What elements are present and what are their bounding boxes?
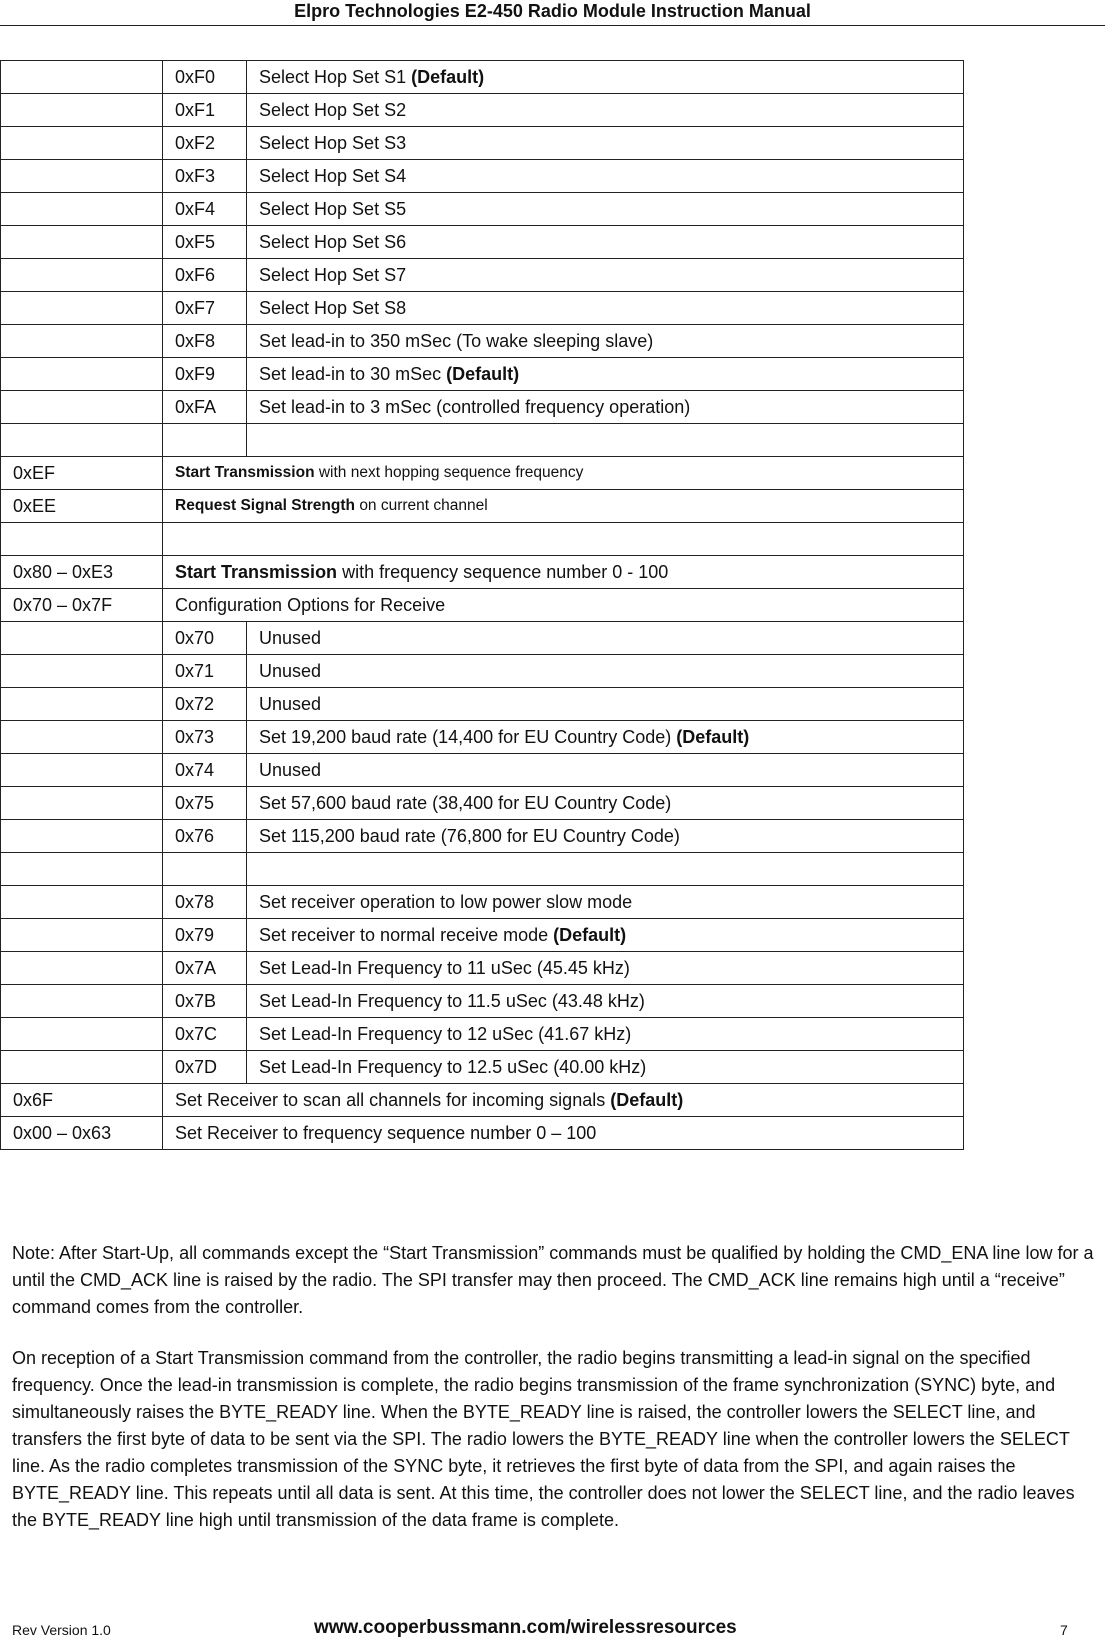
description-text: Set receiver operation to low power slow mode bbox=[259, 891, 633, 912]
code-text: 0x73 bbox=[175, 726, 215, 747]
description-text: Select Hop Set S1 bbox=[259, 66, 407, 87]
code-cell bbox=[163, 391, 247, 424]
code-cell bbox=[163, 820, 247, 853]
description-cell bbox=[247, 1051, 964, 1084]
range-cell bbox=[1, 94, 163, 127]
table-row bbox=[1, 589, 964, 622]
command-name: Request Signal Strength bbox=[175, 497, 355, 514]
description-text: Unused bbox=[259, 693, 322, 714]
code-text: 0x7D bbox=[175, 1056, 218, 1077]
range-cell bbox=[1, 787, 163, 820]
command-name: Start Transmission bbox=[175, 561, 338, 582]
code-cell bbox=[163, 985, 247, 1018]
empty-cell bbox=[163, 853, 247, 886]
code-text: 0xF3 bbox=[175, 165, 216, 186]
range-cell bbox=[1, 820, 163, 853]
range-cell bbox=[1, 556, 163, 589]
code-cell bbox=[163, 325, 247, 358]
code-cell bbox=[163, 259, 247, 292]
code-cell bbox=[163, 721, 247, 754]
range-cell bbox=[1, 688, 163, 721]
empty-cell bbox=[247, 424, 964, 457]
description-text: Unused bbox=[259, 660, 322, 681]
code-cell bbox=[163, 94, 247, 127]
description-text: Set lead-in to 3 mSec (controlled frequency operation) bbox=[259, 396, 691, 417]
table-row bbox=[1, 292, 964, 325]
description-cell bbox=[247, 61, 964, 94]
description-cell bbox=[163, 556, 964, 589]
table-row bbox=[1, 853, 964, 886]
code-text: 0xF4 bbox=[175, 198, 216, 219]
description-text: Set Receiver to scan all channels for incoming signals bbox=[175, 1089, 606, 1110]
table-row bbox=[1, 61, 964, 94]
table-row bbox=[1, 523, 964, 556]
table-row bbox=[1, 325, 964, 358]
code-cell bbox=[163, 358, 247, 391]
description-text: Select Hop Set S2 bbox=[259, 99, 407, 120]
table-row bbox=[1, 358, 964, 391]
range-cell bbox=[1, 259, 163, 292]
default-marker: (Default) bbox=[676, 726, 750, 747]
description-cell bbox=[247, 325, 964, 358]
description-cell bbox=[247, 259, 964, 292]
range-cell bbox=[1, 391, 163, 424]
code-text: 0x76 bbox=[175, 825, 215, 846]
code-cell bbox=[163, 952, 247, 985]
description-cell bbox=[247, 358, 964, 391]
range-cell bbox=[1, 919, 163, 952]
table-row bbox=[1, 787, 964, 820]
code-text: 0x79 bbox=[175, 924, 215, 945]
description-cell bbox=[247, 688, 964, 721]
table-row bbox=[1, 622, 964, 655]
description-text: Set 115,200 baud rate (76,800 for EU Country Code) bbox=[259, 825, 680, 846]
description-cell bbox=[247, 787, 964, 820]
notes-section bbox=[12, 1240, 1102, 1534]
code-text: 0x70 bbox=[175, 627, 215, 648]
description-text: with next hopping sequence frequency bbox=[318, 464, 584, 481]
code-cell bbox=[163, 127, 247, 160]
description-text: Unused bbox=[259, 627, 322, 648]
range-cell bbox=[1, 457, 163, 490]
range-cell bbox=[1, 127, 163, 160]
code-text: 0x71 bbox=[175, 660, 215, 681]
page-header-title: Elpro Technologies E2-450 Radio Module Instruction Manual bbox=[294, 1, 811, 21]
range-cell bbox=[1, 886, 163, 919]
description-cell bbox=[163, 457, 964, 490]
header-rule bbox=[0, 25, 1105, 26]
code-text: 0x7B bbox=[175, 990, 217, 1011]
code-text: 0x74 bbox=[175, 759, 215, 780]
table-row bbox=[1, 556, 964, 589]
code-text: 0xF2 bbox=[175, 132, 216, 153]
table-row bbox=[1, 490, 964, 523]
description-text: Set Lead-In Frequency to 12 uSec (41.67 kHz) bbox=[259, 1023, 632, 1044]
description-cell bbox=[163, 490, 964, 523]
table-row bbox=[1, 424, 964, 457]
code-text: 0x78 bbox=[175, 891, 215, 912]
footer-url: www.cooperbussmann.com/wirelessresources bbox=[314, 1617, 737, 1638]
description-text: Set lead-in to 30 mSec bbox=[259, 363, 442, 384]
description-text: Select Hop Set S7 bbox=[259, 264, 407, 285]
code-cell bbox=[163, 61, 247, 94]
code-cell bbox=[163, 226, 247, 259]
description-text: Configuration Options for Receive bbox=[175, 594, 446, 615]
code-text: 0xF8 bbox=[175, 330, 216, 351]
range-cell bbox=[1, 160, 163, 193]
code-text: 0xF9 bbox=[175, 363, 216, 384]
code-text: 0xF5 bbox=[175, 231, 216, 252]
description-text: Unused bbox=[259, 759, 322, 780]
description-text: on current channel bbox=[359, 497, 488, 514]
code-text: 0xF0 bbox=[175, 66, 216, 87]
code-text: 0x7C bbox=[175, 1023, 218, 1044]
description-cell bbox=[163, 1117, 964, 1150]
range-cell bbox=[1, 325, 163, 358]
description-text: Select Hop Set S8 bbox=[259, 297, 407, 318]
description-paragraph: On reception of a Start Transmission command from the controller, the radio begins transmitting a lead-in signal on the specified frequency. Once the lead-in transmission is complete, the radio begins transmission of the frame synchronization (SYNC) byte, and simultaneously raises the BYTE_READY line. When the BYTE_READY line is raised, the controller lowers the SELECT line, and transfers the first byte of data to be sent via the SPI. The radio lowers the BYTE_READY line when the controller lowers the SELECT line. As the radio completes transmission of the SYNC byte, it retrieves the first byte of data from the SPI, and again raises the BYTE_READY line. This repeats until all data is sent. At this time, the controller does not lower the SELECT line, and the radio leaves the BYTE_READY line high until transmission of the data frame is complete. bbox=[12, 1348, 1075, 1530]
empty-cell bbox=[1, 853, 163, 886]
code-text: 0x70 – 0x7F bbox=[13, 594, 113, 615]
range-cell bbox=[1, 292, 163, 325]
code-text: 0xFA bbox=[175, 396, 217, 417]
description-cell bbox=[247, 391, 964, 424]
table-row bbox=[1, 721, 964, 754]
description-text: with frequency sequence number 0 - 100 bbox=[342, 561, 669, 582]
empty-cell bbox=[163, 424, 247, 457]
code-cell bbox=[163, 655, 247, 688]
table-row bbox=[1, 886, 964, 919]
table-row bbox=[1, 1018, 964, 1051]
range-cell bbox=[1, 721, 163, 754]
range-cell bbox=[1, 1084, 163, 1117]
code-text: 0x00 – 0x63 bbox=[13, 1122, 112, 1143]
table-row bbox=[1, 820, 964, 853]
empty-cell bbox=[1, 523, 163, 556]
code-text: 0xF6 bbox=[175, 264, 216, 285]
empty-cell bbox=[247, 853, 964, 886]
table-row bbox=[1, 259, 964, 292]
description-cell bbox=[247, 226, 964, 259]
code-text: 0xF1 bbox=[175, 99, 216, 120]
description-cell bbox=[247, 622, 964, 655]
range-cell bbox=[1, 1018, 163, 1051]
description-text: Set Lead-In Frequency to 11.5 uSec (43.48 kHz) bbox=[259, 990, 645, 1011]
range-cell bbox=[1, 358, 163, 391]
description-text: Set Receiver to frequency sequence number 0 – 100 bbox=[175, 1122, 597, 1143]
default-marker: (Default) bbox=[446, 363, 520, 384]
range-cell bbox=[1, 589, 163, 622]
range-cell bbox=[1, 490, 163, 523]
code-text: 0x72 bbox=[175, 693, 215, 714]
table-row bbox=[1, 127, 964, 160]
description-text: Select Hop Set S4 bbox=[259, 165, 407, 186]
description-cell bbox=[247, 886, 964, 919]
code-text: 0x80 – 0xE3 bbox=[13, 561, 114, 582]
table-row bbox=[1, 688, 964, 721]
description-cell bbox=[247, 952, 964, 985]
code-cell bbox=[163, 688, 247, 721]
code-cell bbox=[163, 754, 247, 787]
description-cell bbox=[247, 754, 964, 787]
range-cell bbox=[1, 1117, 163, 1150]
description-text: Select Hop Set S5 bbox=[259, 198, 407, 219]
code-text: 0x6F bbox=[13, 1089, 54, 1110]
description-text: Select Hop Set S3 bbox=[259, 132, 407, 153]
description-cell bbox=[247, 985, 964, 1018]
description-text: Set 19,200 baud rate (14,400 for EU Country Code) bbox=[259, 726, 672, 747]
description-text: Select Hop Set S6 bbox=[259, 231, 407, 252]
table-row bbox=[1, 391, 964, 424]
table-row bbox=[1, 1117, 964, 1150]
table-row bbox=[1, 94, 964, 127]
description-cell bbox=[247, 919, 964, 952]
command-table bbox=[0, 60, 964, 1150]
footer-page-number: 7 bbox=[1060, 1622, 1068, 1638]
empty-cell bbox=[163, 523, 964, 556]
description-cell bbox=[247, 127, 964, 160]
code-cell bbox=[163, 1018, 247, 1051]
code-cell bbox=[163, 886, 247, 919]
range-cell bbox=[1, 985, 163, 1018]
range-cell bbox=[1, 952, 163, 985]
range-cell bbox=[1, 754, 163, 787]
description-cell bbox=[247, 820, 964, 853]
description-cell bbox=[247, 94, 964, 127]
table-row bbox=[1, 952, 964, 985]
range-cell bbox=[1, 193, 163, 226]
description-text: Set Lead-In Frequency to 11 uSec (45.45 kHz) bbox=[259, 957, 630, 978]
description-cell bbox=[163, 1084, 964, 1117]
table-row bbox=[1, 226, 964, 259]
note-paragraph: Note: After Start-Up, all commands except the “Start Transmission” commands must be qualified by holding the CMD_ENA line low for a until the CMD_ACK line is raised by the radio. The SPI transfer may then proceed. The CMD_ACK line remains high until a “receive” command comes from the controller. bbox=[12, 1243, 1094, 1317]
description-text: Set 57,600 baud rate (38,400 for EU Country Code) bbox=[259, 792, 672, 813]
table-row bbox=[1, 919, 964, 952]
command-name: Start Transmission bbox=[175, 464, 315, 481]
table-row bbox=[1, 985, 964, 1018]
range-cell bbox=[1, 226, 163, 259]
description-cell bbox=[247, 160, 964, 193]
table-row bbox=[1, 1084, 964, 1117]
range-cell bbox=[1, 61, 163, 94]
empty-cell bbox=[1, 424, 163, 457]
default-marker: (Default) bbox=[610, 1089, 684, 1110]
code-text: 0x75 bbox=[175, 792, 215, 813]
description-cell bbox=[247, 292, 964, 325]
description-cell bbox=[247, 1018, 964, 1051]
default-marker: (Default) bbox=[553, 924, 627, 945]
table-row bbox=[1, 160, 964, 193]
code-cell bbox=[163, 919, 247, 952]
code-cell bbox=[163, 193, 247, 226]
description-cell bbox=[247, 655, 964, 688]
code-text: 0xF7 bbox=[175, 297, 216, 318]
table-row bbox=[1, 193, 964, 226]
code-text: 0x7A bbox=[175, 957, 217, 978]
table-row bbox=[1, 457, 964, 490]
code-cell bbox=[163, 292, 247, 325]
footer-revision: Rev Version 1.0 bbox=[12, 1622, 111, 1638]
code-text: 0xEF bbox=[13, 462, 56, 483]
table-row bbox=[1, 1051, 964, 1084]
description-text: Set Lead-In Frequency to 12.5 uSec (40.00 kHz) bbox=[259, 1056, 647, 1077]
default-marker: (Default) bbox=[411, 66, 485, 87]
description-cell bbox=[163, 589, 964, 622]
code-cell bbox=[163, 1051, 247, 1084]
code-cell bbox=[163, 622, 247, 655]
range-cell bbox=[1, 1051, 163, 1084]
description-cell bbox=[247, 193, 964, 226]
range-cell bbox=[1, 655, 163, 688]
code-text: 0xEE bbox=[13, 495, 57, 516]
description-cell bbox=[247, 721, 964, 754]
range-cell bbox=[1, 622, 163, 655]
code-cell bbox=[163, 787, 247, 820]
description-text: Set lead-in to 350 mSec (To wake sleeping slave) bbox=[259, 330, 654, 351]
code-cell bbox=[163, 160, 247, 193]
table-row bbox=[1, 655, 964, 688]
table-row bbox=[1, 754, 964, 787]
description-text: Set receiver to normal receive mode bbox=[259, 924, 549, 945]
